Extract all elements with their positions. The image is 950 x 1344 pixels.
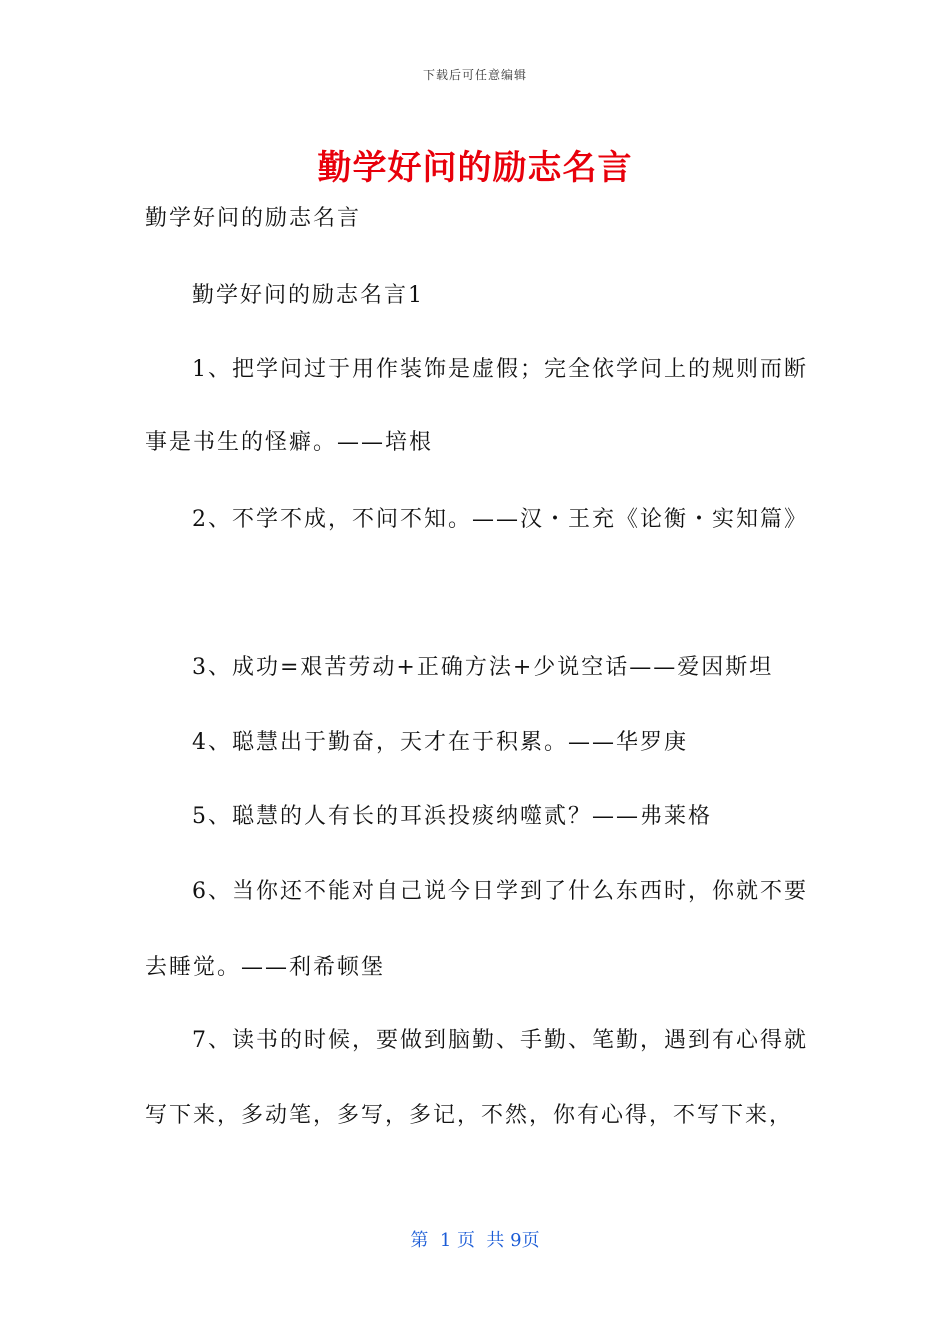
subtitle-line: 勤学好问的励志名言 <box>145 206 362 231</box>
quote-line-2: 2、不学不成，不问不知。——汉・王充《论衡・实知篇》 <box>192 507 808 532</box>
quote-line-7-cont: 写下来，多动笔，多写，多记，不然，你有心得，不写下来， <box>145 1103 794 1128</box>
quote-line-1: 1、把学问过于用作装饰是虚假；完全依学问上的规则而断 <box>192 357 808 382</box>
quote-line-1-cont: 事是书生的怪癖。——培根 <box>145 430 434 455</box>
quote-line-7: 7、读书的时候，要做到脑勤、手勤、笔勤，遇到有心得就 <box>192 1028 808 1053</box>
page-footer: 第 1 页 共 9页 <box>410 1230 540 1251</box>
quote-line-6-cont: 去睡觉。——利希顿堡 <box>145 955 386 980</box>
quote-line-6: 6、当你还不能对自己说今日学到了什么东西时，你就不要 <box>192 879 808 904</box>
quote-line-4: 4、聪慧出于勤奋，天才在于积累。——华罗庚 <box>192 730 688 755</box>
quote-line-5: 5、聪慧的人有长的耳浜投痰纳噬贰？——弗莱格 <box>192 804 712 829</box>
quote-line-3: 3、成功=艰苦劳动+正确方法+少说空话——爱因斯坦 <box>192 655 774 680</box>
header-note: 下载后可任意编辑 <box>422 68 527 82</box>
document-title: 勤学好问的励志名言 <box>317 148 633 188</box>
section-heading: 勤学好问的励志名言1 <box>192 283 424 308</box>
